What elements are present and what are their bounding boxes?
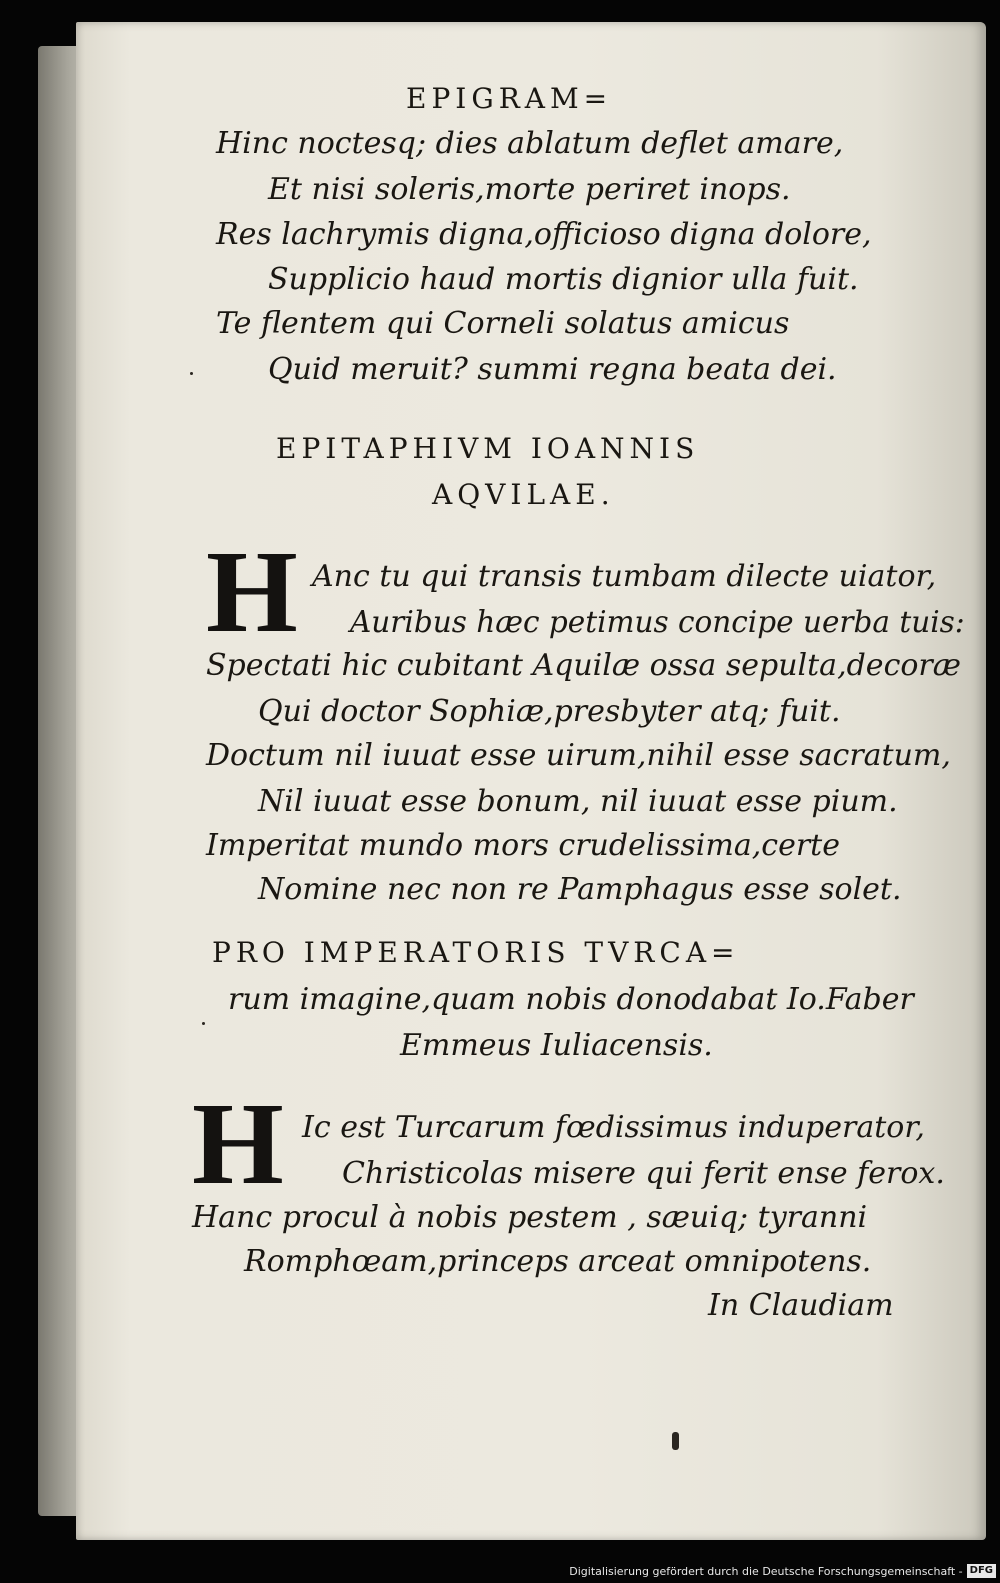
turca-line: Romphœam,princeps arceat omnipotens. [244, 1244, 872, 1279]
turca-heading: PRO IMPERATORIS TVRCA= [212, 936, 740, 969]
epigram-line: Quid meruit? summi regna beata dei. [268, 352, 837, 387]
epitaph-line: Nomine nec non re Pamphagus esse solet. [258, 872, 902, 907]
epitaph-line: Imperitat mundo mors crudelissima,certe [206, 828, 840, 863]
epigram-heading: EPIGRAM= [406, 82, 613, 115]
epitaph-heading: EPITAPHIVM IOANNIS [276, 432, 700, 465]
epitaph-heading: AQVILAE. [432, 478, 615, 511]
epitaph-line: Doctum nil iuuat esse uirum,nihil esse sacratum, [206, 738, 951, 773]
turca-line: Ic est Turcarum fœdissimus induperator, [302, 1110, 925, 1145]
epigram-line: Et nisi soleris,morte periret inops. [268, 172, 791, 207]
epitaph-line: Auribus hæc petimus concipe uerba tuis: [350, 605, 965, 639]
turca-line: Christicolas misere qui ferit ense ferox. [342, 1156, 945, 1191]
catchword: In Claudiam [708, 1288, 894, 1323]
ink-speck [190, 372, 193, 375]
epigram-line: Hinc noctesq; dies ablatum deflet amare, [216, 126, 844, 161]
epigram-line: Res lachrymis digna,officioso digna dolore, [216, 217, 872, 252]
digitization-footer [569, 1561, 996, 1581]
turca-heading-line: Emmeus Iuliacensis. [400, 1028, 713, 1063]
epigram-line: Te flentem qui Corneli solatus amicus [216, 306, 790, 341]
epitaph-line: Qui doctor Sophiæ,presbyter atq; fuit. [258, 694, 841, 729]
footer-text: Digitalisierung gefördert durch die Deutsche Forschungsgemeinschaft - [569, 1564, 963, 1578]
turca-line: Hanc procul à nobis pestem , sæuiq; tyranni [192, 1200, 868, 1235]
ink-speck [202, 1022, 205, 1025]
epitaph-line: Nil iuuat esse bonum, nil iuuat esse pium. [258, 784, 898, 819]
epitaph-line: Spectati hic cubitant Aquilæ ossa sepulta,decoræ [206, 648, 961, 683]
epitaph-line: Anc tu qui transis tumbam dilecte uiator, [312, 559, 937, 594]
drop-initial: H [206, 526, 298, 657]
signature-mark [672, 1432, 679, 1450]
turca-heading-line: rum imagine,quam nobis donodabat Io.Faber [228, 982, 914, 1017]
epigram-line: Supplicio haud mortis dignior ulla fuit. [268, 262, 859, 297]
book-page [76, 22, 986, 1540]
drop-initial: H [192, 1078, 284, 1209]
dfg-logo: DFG [967, 1564, 996, 1578]
